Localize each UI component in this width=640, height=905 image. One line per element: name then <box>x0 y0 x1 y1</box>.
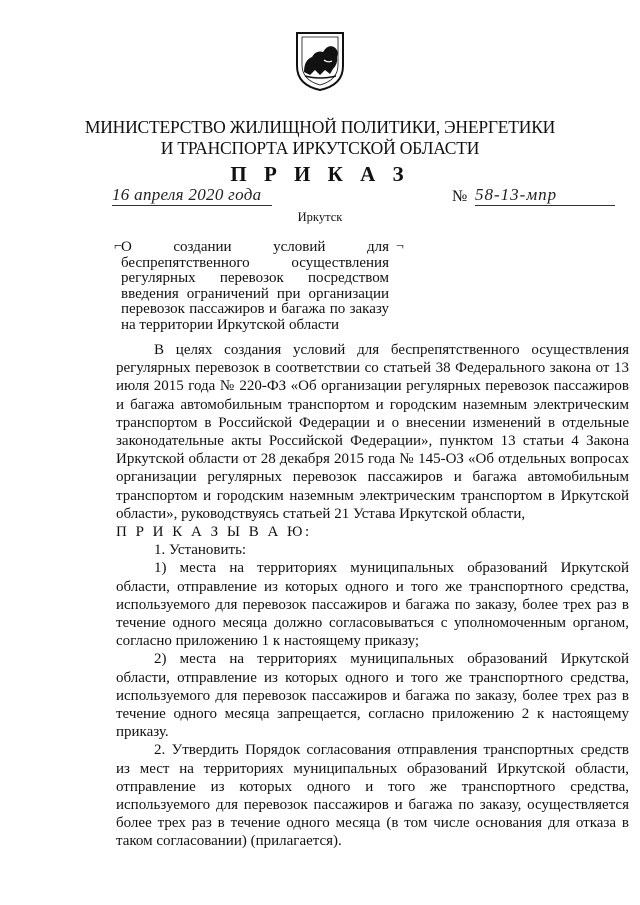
city-name: Иркутск <box>297 210 343 224</box>
ministry-name-line2: И ТРАНСПОРТА ИРКУТСКОЙ ОБЛАСТИ <box>160 138 480 158</box>
subject-bracket-right: ¬ <box>396 239 404 254</box>
item-2: 2. Утвердить Порядок согласования отправления транспортных средств из мест на территориях муниципальных образований Иркутской области, отправление из которых одного и того же транспортного средства, используемого для перевозок пассажиров и багажа по заказу, осуществляется более трех раз в течение одного месяца (в том числе основания для отказа в таком согласовании) (прилагается). <box>116 742 629 850</box>
document-date: 16 апреля 2020 года <box>112 185 272 206</box>
document-number: 58-13-мпр <box>475 185 615 206</box>
item-1-2: 2) места на территориях муниципальных образований Иркутской области, отправление из которых одного и того же транспортного средства, используемого для перевозок пассажиров и багажа по заказу, более трех раз в течение одного месяца запрещается, согласно приложению 2 к настоящему приказу. <box>116 651 629 741</box>
number-sign: № <box>452 188 468 205</box>
item-1-1: 1) места на территориях муниципальных образований Иркутской области, отправление из которых одного и того же транспортного средства, используемого для перевозок пассажиров и багажа по заказу, более трех раз в течение одного месяца должно согласовываться с уполномоченным органом, согласно приложению 1 к настоящему приказу; <box>116 560 629 650</box>
item-1: 1. Установить: <box>154 542 247 559</box>
subject-bracket-left: ⌐ <box>114 239 122 254</box>
ministry-name-line1: МИНИСТЕРСТВО ЖИЛИЩНОЙ ПОЛИТИКИ, ЭНЕРГЕТИКИ <box>84 117 556 137</box>
document-title: П Р И К А З <box>230 162 410 186</box>
coat-of-arms-icon <box>294 30 346 92</box>
order-word: П Р И К А З Ы В А Ю: <box>116 524 312 541</box>
document-subject: О создании условий для беспрепятственного осуществления регулярных перевозок посредством введения ограничений при организации перевозок пассажиров и багажа по заказу на территории Иркутской области <box>121 239 389 333</box>
document-body <box>116 341 629 851</box>
preamble-paragraph: В целях создания условий для беспрепятственного осуществления регулярных перевозок в соответствии со статьей 38 Федерального закона от 13 июля 2015 года № 220-ФЗ «Об организации регулярных перевозок пассажиров и багажа автомобильным транспортом и городским наземным электрическим транспортом в Российской Федерации и о внесении изменений в отдельные законодательные акты Российской Федерации», пунктом 13 статьи 4 Закона Иркутской области от 28 декабря 2015 года № 145-ОЗ «Об отдельных вопросах организации регулярных перевозок пассажиров и багажа автомобильным транспортом и городским наземным электрическим транспортом в Иркутской области», руководствуясь статьей 21 Устава Иркутской области, <box>116 342 629 522</box>
